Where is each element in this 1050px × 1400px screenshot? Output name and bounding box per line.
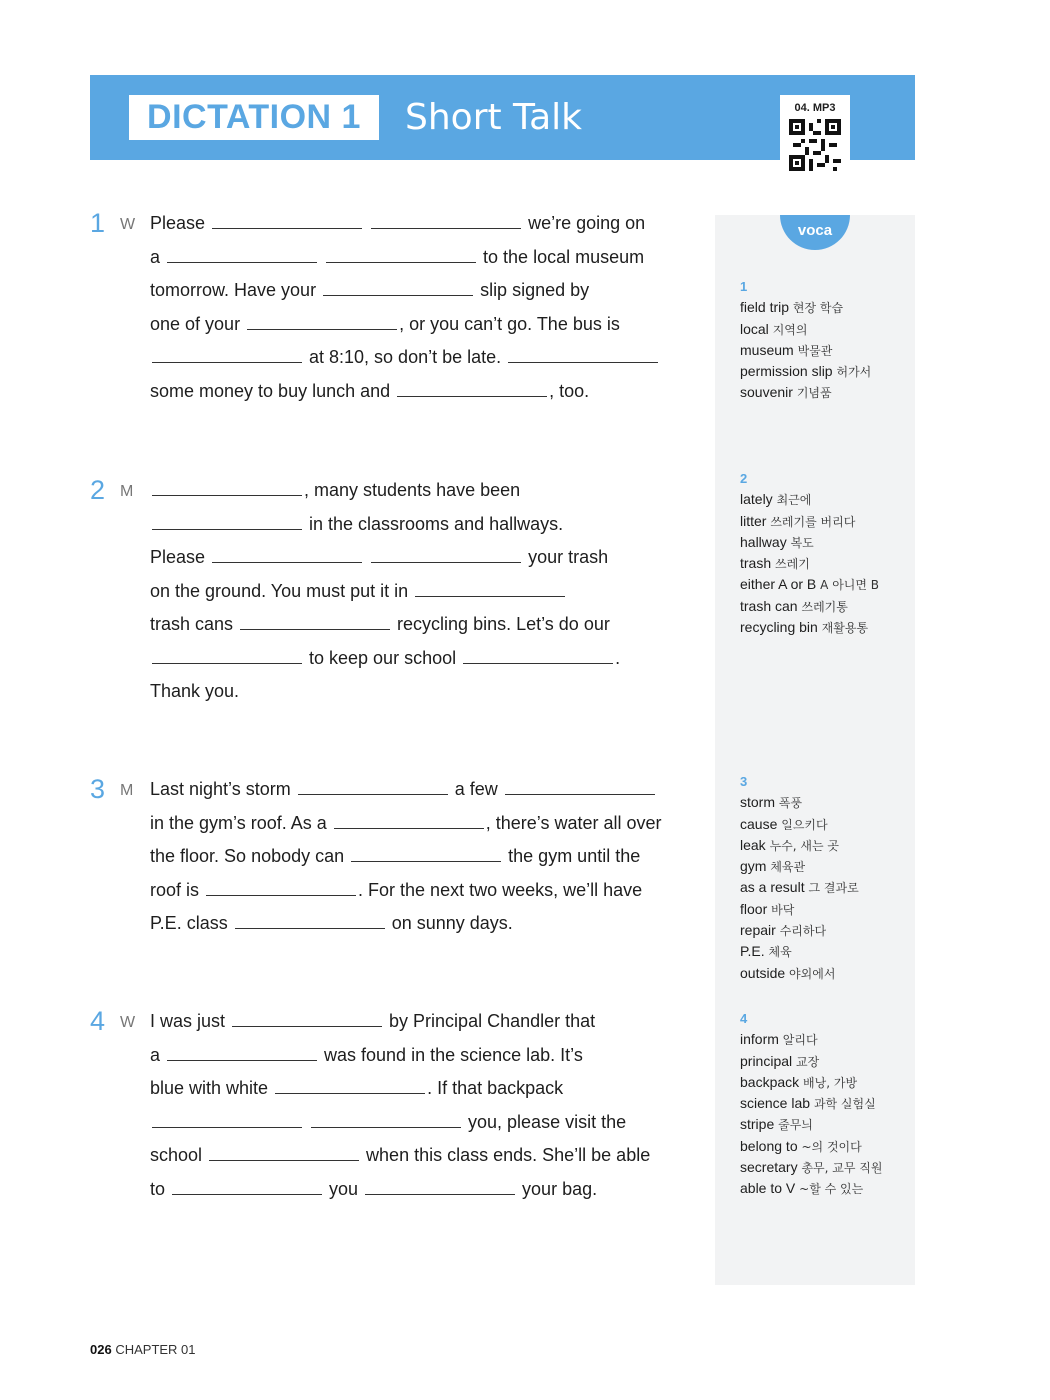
vocab-item [740,1157,882,1178]
answer-blank[interactable] [311,1113,461,1128]
chapter-label: CHAPTER 01 [115,1342,196,1357]
answer-blank[interactable] [152,1113,302,1128]
text-line [150,907,690,941]
vocab-item [740,1093,882,1114]
vocab-item [740,941,859,962]
vocab-meaning: 과학 실험실 [813,1097,876,1112]
vocab-meaning: 쓰레기통 [801,599,848,614]
answer-blank[interactable] [508,348,658,363]
vocab-meaning: 바닥 [771,902,795,917]
vocab-meaning: 누수, 새는 곳 [769,838,839,853]
text-segment: your trash [523,547,609,567]
text-segment: on the ground. You must put it in [150,580,414,601]
vocab-term: field trip [740,299,790,316]
answer-blank[interactable] [371,548,521,563]
vocab-meaning: ~의 것이다 [801,1139,862,1154]
text-line [150,508,690,542]
vocab-item [740,382,871,403]
vocab-meaning: 교장 [796,1054,820,1069]
question-number: 3 [90,774,106,804]
answer-blank[interactable] [152,649,302,664]
vocab-item [740,361,871,382]
vocab-item [740,856,859,877]
vocab-item [740,596,879,617]
text-line [150,1173,690,1207]
vocabulary-panel [715,215,915,1285]
vocab-term: outside [740,964,786,981]
question-number: 1 [90,208,106,238]
vocab-item [740,1051,882,1072]
text-segment: the gym until the [503,846,641,866]
vocab-meaning: 재활용통 [821,621,869,636]
vocab-term: P.E. [740,943,765,960]
question-text [150,773,690,941]
vocab-item [740,963,859,984]
vocab-group-number: 3 [740,774,748,789]
answer-blank[interactable] [172,1180,322,1195]
vocab-item [740,1114,882,1135]
section-subtitle: Short Talk [405,97,582,138]
vocab-term: secretary [740,1159,798,1176]
text-segment [364,213,369,233]
vocab-item [740,1029,882,1050]
vocab-meaning: 체육 [768,945,792,960]
answer-blank[interactable] [152,348,302,363]
text-line [150,773,690,807]
text-segment: . [615,647,621,668]
audio-qr-box[interactable] [780,95,850,180]
answer-blank[interactable] [275,1079,425,1094]
answer-blank[interactable] [235,914,385,929]
vocab-term: cause [740,815,778,832]
text-segment: I was just [150,1011,231,1031]
vocab-term: storm [740,794,775,811]
text-segment: , there’s water all over [485,812,662,833]
text-segment: a [150,246,166,267]
text-segment: some money to buy lunch and [150,380,396,401]
vocab-meaning: 야외에서 [789,966,836,981]
vocab-term: backpack [740,1073,800,1090]
text-line [150,840,690,874]
text-segment: blue with white [150,1078,274,1098]
text-segment: . For the next two weeks, we’ll have [358,879,643,900]
vocab-meaning: 배낭, 가방 [803,1075,858,1090]
speaker-label: M [120,483,134,500]
text-line [150,1039,690,1073]
vocab-term: recycling bin [740,619,818,636]
vocab-item [740,814,859,835]
text-line [150,308,690,342]
vocab-item [740,340,871,361]
text-segment: in the classrooms and hallways. [304,513,564,534]
page-footer [90,1342,196,1357]
answer-blank[interactable] [212,548,362,563]
text-line [150,1072,690,1106]
text-line [150,1005,690,1039]
text-segment: recycling bins. Let’s do our [392,614,610,634]
text-line [150,274,690,308]
vocab-meaning: 그 결과로 [808,881,859,896]
vocab-item [740,920,859,941]
question-text [150,1005,690,1206]
text-segment: your bag. [517,1178,598,1199]
answer-blank[interactable] [247,315,397,330]
text-line [150,341,690,375]
text-segment: to the local museum [478,246,645,267]
vocab-term: science lab [740,1095,811,1112]
text-line [150,207,690,241]
text-line [150,1106,690,1140]
text-segment: slip signed by [475,280,590,300]
text-segment: at 8:10, so don’t be late. [304,347,507,367]
text-segment: P.E. class [150,913,233,933]
text-segment: , too. [549,380,590,401]
vocab-term: belong to [740,1137,798,1154]
text-line [150,575,690,609]
vocab-item [740,835,859,856]
vocab-term: trash [740,555,772,572]
text-segment: we’re going on [523,213,646,233]
text-segment: by Principal Chandler that [384,1011,596,1031]
vocab-term: lately [740,491,773,508]
vocab-meaning: 최근에 [776,493,812,508]
vocab-group-2 [740,469,879,638]
vocab-term: permission slip [740,363,833,380]
vocab-term: inform [740,1031,779,1048]
answer-blank[interactable] [326,248,476,263]
vocab-item [740,617,879,638]
answer-blank[interactable] [415,582,565,597]
text-segment: . If that backpack [427,1078,564,1098]
voca-tab: voca [780,215,850,250]
answer-blank[interactable] [334,814,484,829]
text-segment: , or you can’t go. The bus is [399,313,620,334]
vocab-meaning: 기념품 [796,386,832,401]
vocab-term: trash can [740,597,798,614]
vocab-meaning: 복도 [790,535,814,550]
vocab-item [740,553,879,574]
question-text [150,207,690,408]
answer-blank[interactable] [397,382,547,397]
vocab-item [740,1136,882,1157]
text-segment: the floor. So nobody can [150,846,350,866]
vocab-meaning: 쓰레기를 버리다 [770,514,856,529]
text-line [150,642,690,676]
vocab-term: museum [740,341,794,358]
text-segment: on sunny days. [386,913,513,933]
vocab-item [740,511,879,532]
vocab-meaning: 현장 학습 [792,301,844,316]
text-segment: to keep our school [304,647,462,668]
text-segment: when this class ends. She’ll be able [361,1145,651,1165]
vocab-term: repair [740,922,776,939]
vocab-meaning: 일으키다 [781,817,828,832]
text-segment: to [150,1178,171,1199]
vocab-item [740,532,879,553]
text-segment: you, please visit the [463,1111,627,1132]
text-segment: school [150,1145,208,1165]
answer-blank[interactable] [463,649,613,664]
text-segment [319,247,324,267]
text-segment [364,547,369,567]
answer-blank[interactable] [167,1046,317,1061]
vocab-meaning: ~할 수 있는 [799,1182,864,1197]
vocab-group-number: 4 [740,1011,748,1026]
text-segment: was found in the science lab. It’s [319,1044,583,1065]
vocab-meaning: 체육관 [770,860,806,875]
vocab-meaning: 총무, 교무 직원 [801,1161,883,1176]
speaker-label: W [120,216,136,233]
vocab-term: gym [740,858,767,875]
text-line [150,675,690,709]
dictation-title: DICTATION 1 [129,95,379,140]
vocab-group-3 [740,772,859,984]
answer-blank[interactable] [212,214,362,229]
vocab-meaning: 지역의 [772,322,808,337]
vocab-item [740,297,871,318]
text-line [150,807,690,841]
vocab-group-number: 1 [740,279,748,294]
text-segment: Thank you. [150,681,240,701]
answer-blank[interactable] [209,1146,359,1161]
vocab-item [740,489,879,510]
vocab-item [740,1072,882,1093]
vocab-term: as a result [740,879,805,896]
answer-blank[interactable] [240,615,390,630]
answer-blank[interactable] [167,248,317,263]
text-line [150,474,690,508]
vocab-term: local [740,320,769,337]
text-segment: , many students have been [304,480,521,500]
answer-blank[interactable] [323,281,473,296]
vocab-term: litter [740,512,767,529]
vocab-meaning: 폭풍 [778,796,803,811]
speaker-label: W [120,1014,136,1031]
vocab-group-number: 2 [740,471,748,486]
text-segment: Please [150,547,211,567]
text-line [150,874,690,908]
vocab-meaning: A 아니면 B [820,578,880,593]
answer-blank[interactable] [298,780,448,795]
answer-blank[interactable] [206,881,356,896]
vocab-item [740,574,879,595]
vocab-group-4 [740,1009,882,1200]
text-segment: tomorrow. Have your [150,280,322,300]
audio-label: 04. MP3 [794,102,836,114]
vocab-meaning: 박물관 [797,343,833,358]
qr-code-icon[interactable] [789,119,841,171]
answer-blank[interactable] [232,1012,382,1027]
question-number: 4 [90,1006,106,1036]
vocab-term: stripe [740,1116,775,1133]
text-segment [304,1112,309,1132]
vocab-item [740,1178,882,1199]
vocab-group-1 [740,277,871,404]
vocab-meaning: 줄무늬 [778,1118,813,1133]
vocab-term: either A or B [740,576,817,593]
answer-blank[interactable] [152,481,302,496]
text-line [150,541,690,575]
vocab-meaning: 수리하다 [779,924,827,939]
text-line [150,375,690,409]
answer-blank[interactable] [371,214,521,229]
text-segment: Please [150,213,211,233]
vocab-item [740,877,859,898]
text-segment: roof is [150,879,205,900]
text-segment: Last night’s storm [150,779,296,799]
answer-blank[interactable] [505,780,655,795]
question-text [150,474,690,709]
vocab-meaning: 쓰레기 [775,557,810,572]
vocab-meaning: 허가서 [836,365,872,380]
text-segment: a few [449,779,503,799]
vocab-term: hallway [740,533,787,550]
text-segment: in the gym’s roof. As a [150,812,332,833]
text-segment: you [324,1178,364,1199]
vocab-term: principal [740,1052,793,1069]
vocab-term: floor [740,900,768,917]
answer-blank[interactable] [351,847,501,862]
text-line [150,1139,690,1173]
text-line [150,241,690,275]
vocab-meaning: 알리다 [782,1033,818,1048]
vocab-term: able to V [740,1180,796,1197]
text-segment: a [150,1044,166,1065]
text-line [150,608,690,642]
text-segment: one of your [150,313,246,334]
speaker-label: M [120,782,134,799]
page-number: 026 [90,1342,112,1357]
answer-blank[interactable] [152,515,302,530]
question-number: 2 [90,475,106,505]
vocab-item [740,899,859,920]
vocab-term: souvenir [740,384,793,401]
vocab-item [740,792,859,813]
vocab-item [740,319,871,340]
vocab-term: leak [740,836,766,853]
text-segment: trash cans [150,614,239,634]
answer-blank[interactable] [365,1180,515,1195]
